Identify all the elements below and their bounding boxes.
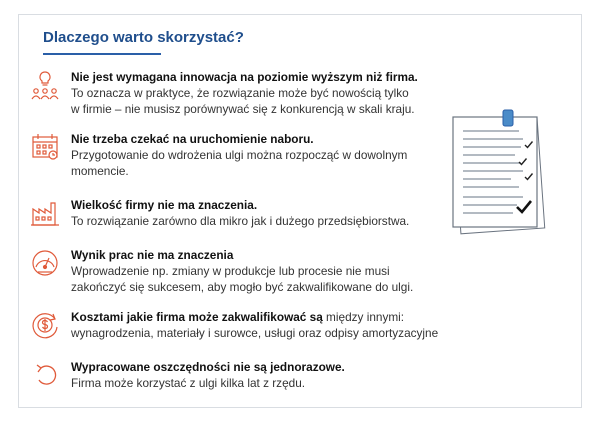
benefit-heading: Kosztami jakie firma może zakwalifikować są <box>71 310 323 324</box>
benefit-text-line: wynagrodzenia, materiały i surowce, usługi oraz odpisy amortyzacyjne <box>71 326 439 340</box>
benefits-card <box>18 14 582 408</box>
benefit-text-line: momencie. <box>71 164 129 178</box>
benefit-text-line: zakończyć się sukcesem, aby mogło być zakwalifikowane do ulgi. <box>71 280 414 294</box>
benefit-text-line: Firma może korzystać z ulgi kilka lat z rzędu. <box>71 376 306 390</box>
idea-people-icon <box>29 69 61 101</box>
benefit-heading: Nie jest wymagana innowacja na poziomie wyższym niż firma. <box>71 70 418 84</box>
factory-icon <box>29 197 61 229</box>
refresh-arrow-icon <box>29 359 61 391</box>
benefit-heading: Nie trzeba czekać na uruchomienie naboru. <box>71 132 314 146</box>
benefit-heading: Wypracowane oszczędności nie są jednorazowe. <box>71 360 345 374</box>
calendar-icon <box>29 131 61 163</box>
benefit-text-line: To rozwiązanie zarówno dla mikro jak i dużego przedsiębiorstwa. <box>71 214 410 228</box>
benefit-text-line: Wprowadzenie np. zmiany w produkcje lub procesie nie musi <box>71 264 390 278</box>
title-underline <box>43 53 161 55</box>
benefit-heading: Wynik prac nie ma znaczenia <box>71 248 234 262</box>
benefit-text-line: To oznacza w praktyce, że rozwiązanie może być nowością tylko <box>71 86 409 100</box>
section-title: Dlaczego warto skorzystać? <box>43 29 244 46</box>
benefit-text-line: w firmie – nie musisz porównywać się z konkurencją w skali kraju. <box>71 102 415 116</box>
gauge-icon <box>29 247 61 279</box>
benefit-heading-rest: między innymi: <box>322 310 405 324</box>
benefit-text-line: Przygotowanie do wdrożenia ulgi można rozpocząć w dowolnym <box>71 148 408 162</box>
checklist-document-illustration <box>441 107 561 237</box>
coin-cycle-icon <box>29 309 61 341</box>
benefit-heading: Wielkość firmy nie ma znaczenia. <box>71 198 258 212</box>
